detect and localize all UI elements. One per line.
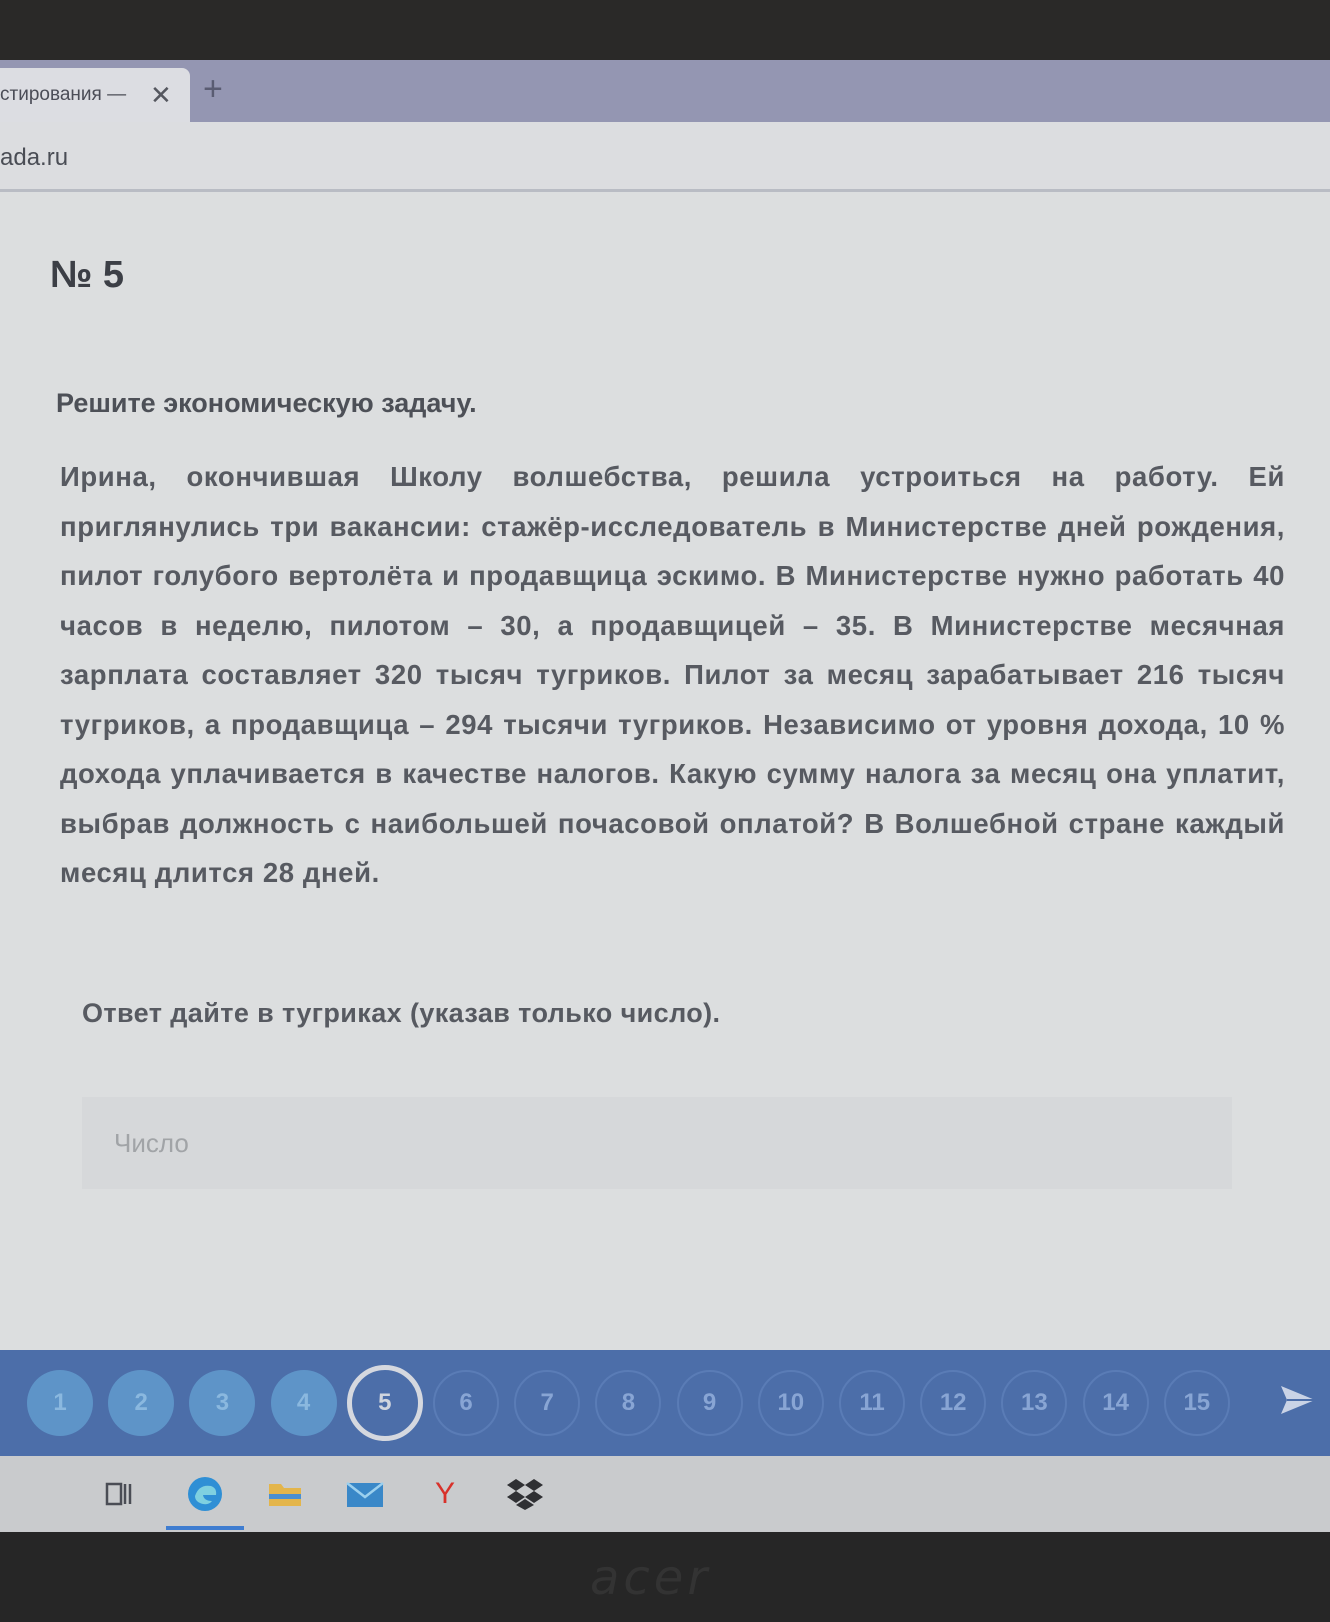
question-nav-button-11[interactable]: 11 <box>839 1370 905 1436</box>
address-bar[interactable] <box>0 122 1330 192</box>
question-navigation-bar <box>0 1350 1330 1456</box>
active-app-indicator <box>166 1526 244 1530</box>
edge-icon[interactable] <box>182 1472 228 1516</box>
answer-input[interactable] <box>82 1097 1232 1189</box>
dropbox-icon[interactable] <box>502 1472 548 1516</box>
question-nav-button-12[interactable]: 12 <box>920 1370 986 1436</box>
mail-icon[interactable] <box>342 1472 388 1516</box>
question-nav-button-2[interactable]: 2 <box>108 1370 174 1436</box>
file-explorer-icon[interactable] <box>262 1472 308 1516</box>
question-number: № 5 <box>50 254 125 296</box>
answer-hint: Ответ дайте в тугриках (указав только число). <box>82 998 721 1028</box>
question-nav-button-15[interactable]: 15 <box>1164 1370 1230 1436</box>
tab-close-icon[interactable]: ✕ <box>150 80 172 110</box>
question-nav-button-6[interactable]: 6 <box>433 1370 499 1436</box>
browser-tab[interactable] <box>0 68 190 122</box>
question-nav-button-13[interactable]: 13 <box>1001 1370 1067 1436</box>
task-view-icon[interactable] <box>96 1472 142 1516</box>
browser-tab-strip <box>0 60 1330 122</box>
question-nav-button-9[interactable]: 9 <box>677 1370 743 1436</box>
question-page <box>0 192 1330 1350</box>
question-nav-button-8[interactable]: 8 <box>595 1370 661 1436</box>
problem-text: Ирина, окончившая Школу волшебства, решила устроиться на работу. Ей приглянулись три вакансии: стажёр-исследователь в Министерстве дней рождения, пилот голубого вертолёта и продавщица эскимо. В Министерстве нужно работать 40 часов в неделю, пилотом – 30, а продавщицей – 35. В Министерстве месячная зарплата составляет 320 тысяч тугриков. Пилот за месяц зарабатывает 216 тысяч тугриков, а продавщица – 294 тысячи тугриков. Независимо от уровня дохода, 10 % дохода уплачивается в качестве налогов. Какую сумму налога за месяц она уплатит, выбрав должность с наибольшей почасовой оплатой? В Волшебной стране каждый месяц длится 28 дней. <box>60 461 1285 888</box>
question-nav-button-1[interactable]: 1 <box>27 1370 93 1436</box>
monitor-bottom-bezel <box>0 1532 1330 1622</box>
question-nav-button-4[interactable]: 4 <box>271 1370 337 1436</box>
question-nav-button-14[interactable]: 14 <box>1083 1370 1149 1436</box>
yandex-icon[interactable]: Y <box>434 1477 455 1510</box>
send-arrow-icon[interactable] <box>1278 1380 1318 1420</box>
question-nav-button-10[interactable]: 10 <box>758 1370 824 1436</box>
question-nav-button-3[interactable]: 3 <box>189 1370 255 1436</box>
windows-taskbar <box>0 1456 1330 1532</box>
url-text[interactable]: ada.ru <box>0 144 69 171</box>
tab-title: стирования — <box>0 84 127 105</box>
new-tab-button[interactable]: + <box>203 70 223 108</box>
question-instruction: Решите экономическую задачу. <box>56 388 477 418</box>
brand-logo: acer <box>590 1550 712 1606</box>
question-nav-button-7[interactable]: 7 <box>514 1370 580 1436</box>
question-nav-button-5[interactable]: 5 <box>347 1365 423 1441</box>
monitor-top-bezel <box>0 0 1330 66</box>
